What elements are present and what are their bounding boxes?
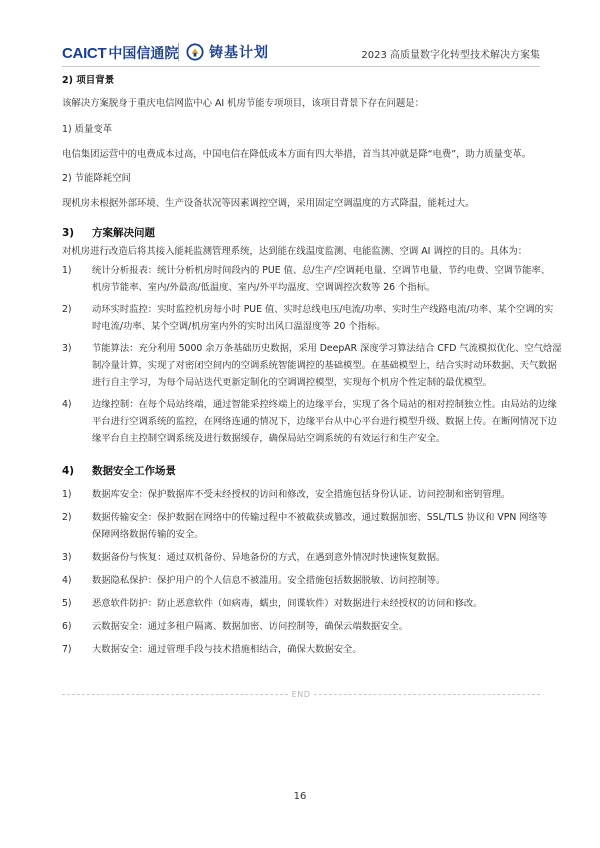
list-item-number: 1) <box>62 265 72 276</box>
end-marker <box>62 690 540 699</box>
security-list <box>62 486 548 658</box>
solution-list <box>62 262 562 447</box>
solution-heading <box>62 225 542 241</box>
list-item-number: 4) <box>62 399 72 410</box>
caict-logo <box>62 43 178 63</box>
list-item-number: 6) <box>62 621 72 632</box>
text-line: 节能算法：充分利用 5000 余万条基础历史数据，采用 DeepAR 深度学习算法结合 CFD 气流模拟优化、空气焓湿 <box>92 343 562 354</box>
energy-saving-heading: 2) 节能降耗空间 <box>62 173 131 184</box>
list-item-text <box>92 486 542 503</box>
text-line: 制冷量计算，实现了对密闭空间内的空调系统智能调控的基础模型。在基础模型上，结合实时动环数据、天气数据 <box>92 360 557 371</box>
list-item-text <box>92 509 547 543</box>
text-line: 数据备份与恢复：通过双机备份、异地备份的方式，在遇到意外情况时快速恢复数据。 <box>92 552 446 563</box>
page-header <box>0 0 600 74</box>
end-label: END <box>291 690 311 699</box>
list-item-number: 3) <box>62 343 72 354</box>
document-title: 2023 高质量数字化转型技术解决方案集 <box>361 50 540 61</box>
list-item <box>62 618 542 635</box>
text-line: 保障网络数据传输的安全。 <box>92 529 204 540</box>
list-item <box>62 301 554 335</box>
logo-divider <box>178 43 179 61</box>
text-line: 机房节能率、室内/外最高/低温度、室内/外平均温度、空调调控次数等 26 个指标。 <box>92 282 436 293</box>
list-item-text <box>92 396 557 447</box>
list-item <box>62 486 542 503</box>
text-line: 平台进行空调系统的监控，在网络连通的情况下，边缘平台从中心平台进行模型升级、数据上传。在断网情况下边 <box>92 416 557 427</box>
text-line: 恶意软件防护：防止恶意软件（如病毒，蠕虫，间谍软件）对数据进行未经授权的访问和修改。 <box>92 598 483 609</box>
solution-heading-title: 方案解决问题 <box>92 227 155 239</box>
list-item <box>62 549 542 566</box>
solution-heading-number: 3) <box>62 227 75 239</box>
text-line: 大数据安全：通过管理手段与技术措施相结合，确保大数据安全。 <box>92 644 362 655</box>
list-item-number: 2) <box>62 304 72 315</box>
caict-chinese-text: 中国信通院 <box>108 46 179 62</box>
text-line: 云数据安全：通过多租户隔离、数据加密、访问控制等，确保云端数据安全。 <box>92 621 409 632</box>
text-line: 缘平台自主控制空调系统及进行数据缓存，确保局站空调系统的有效运行和生产安全。 <box>92 433 446 444</box>
energy-saving-text: 现机房未根据外部环境、生产设备状况等因素调控空调，采用固定空调温度的方式降温，能耗过大。 <box>62 198 475 209</box>
header-divider <box>62 66 540 67</box>
text-line: 数据隐私保护：保护用户的个人信息不被滥用。安全措施包括数据脱敏、访问控制等。 <box>92 575 446 586</box>
text-line: 进行自主学习，为每个局站迭代更新定制化的空调调控模型，实现每个机房个性定制的最优模型。 <box>92 377 492 388</box>
list-item <box>62 641 542 658</box>
list-item-text <box>92 618 542 635</box>
list-item-text <box>92 595 542 612</box>
list-item-text <box>92 641 542 658</box>
text-line: 统计分析报表：统计分析机房时间段内的 PUE 值、总/生产/空调耗电量、空调节电量、节约电费、空调节能率、 <box>92 265 551 276</box>
text-line: 数据库安全：保护数据库不受未经授权的访问和修改，安全措施包括身份认证、访问控制和密钥管理。 <box>92 489 511 500</box>
background-heading: 2) 项目背景 <box>62 75 115 86</box>
quality-change-text: 电信集团运营中的电费成本过高，中国电信在降低成本方面有四大举措，首当其冲就是降“电费”，助力质量变革。 <box>62 149 532 160</box>
list-item <box>62 262 551 296</box>
list-item-text <box>92 262 550 296</box>
caict-latin-text: CAICT <box>62 44 107 62</box>
text-line: 动环实时监控：实时监控机房每小时 PUE 值、实时总线电压/电流/功率、实时生产线路电流/功率、某个空调的实 <box>92 304 554 315</box>
security-heading-number: 4) <box>62 465 75 477</box>
security-heading <box>62 463 542 479</box>
list-item-number: 2) <box>62 512 72 523</box>
zhuji-logo <box>186 42 269 62</box>
list-item <box>62 572 542 589</box>
list-item-text <box>92 301 553 335</box>
list-item <box>62 396 557 447</box>
list-item-number: 1) <box>62 489 72 500</box>
end-dash-left <box>62 694 288 695</box>
solution-intro: 对机房进行改造后将其接入能耗监测管理系统，达到能在线温度监测、电能监测、空调 AI 调控的目的。具体为： <box>62 246 528 257</box>
list-item <box>62 509 548 543</box>
list-item-text <box>92 340 562 391</box>
text-line: 数据传输安全：保护数据在网络中的传输过程中不被截获或篡改，通过数据加密、SSL/TLS 协议和 VPN 网络等 <box>92 512 548 523</box>
text-line: 边缘控制：在每个局站终端，通过智能采控终端上的边缘平台，实现了各个局站的相对控制独立性。由局站的边缘 <box>92 399 557 410</box>
list-item-number: 4) <box>62 575 72 586</box>
text-line: 时电流/功率、某个空调/机房室内外的实时出风口温湿度等 20 个指标。 <box>92 321 386 332</box>
list-item <box>62 340 562 391</box>
background-intro: 该解决方案脱身于重庆电信网监中心 AI 机房节能专项项目，该项目背景下存在问题是： <box>62 98 425 109</box>
page-number: 16 <box>293 791 307 802</box>
list-item-number: 5) <box>62 598 72 609</box>
security-heading-title: 数据安全工作场景 <box>92 465 176 477</box>
list-item-number: 7) <box>62 644 72 655</box>
page-content <box>62 72 562 658</box>
zhuji-text: 铸基计划 <box>209 45 269 61</box>
quality-change-heading: 1) 质量变革 <box>62 124 113 135</box>
list-item-number: 3) <box>62 552 72 563</box>
list-item <box>62 595 542 612</box>
end-dash-right <box>314 694 540 695</box>
zhuji-emblem-icon <box>186 43 204 61</box>
list-item-text <box>92 549 542 566</box>
list-item-text <box>92 572 542 589</box>
